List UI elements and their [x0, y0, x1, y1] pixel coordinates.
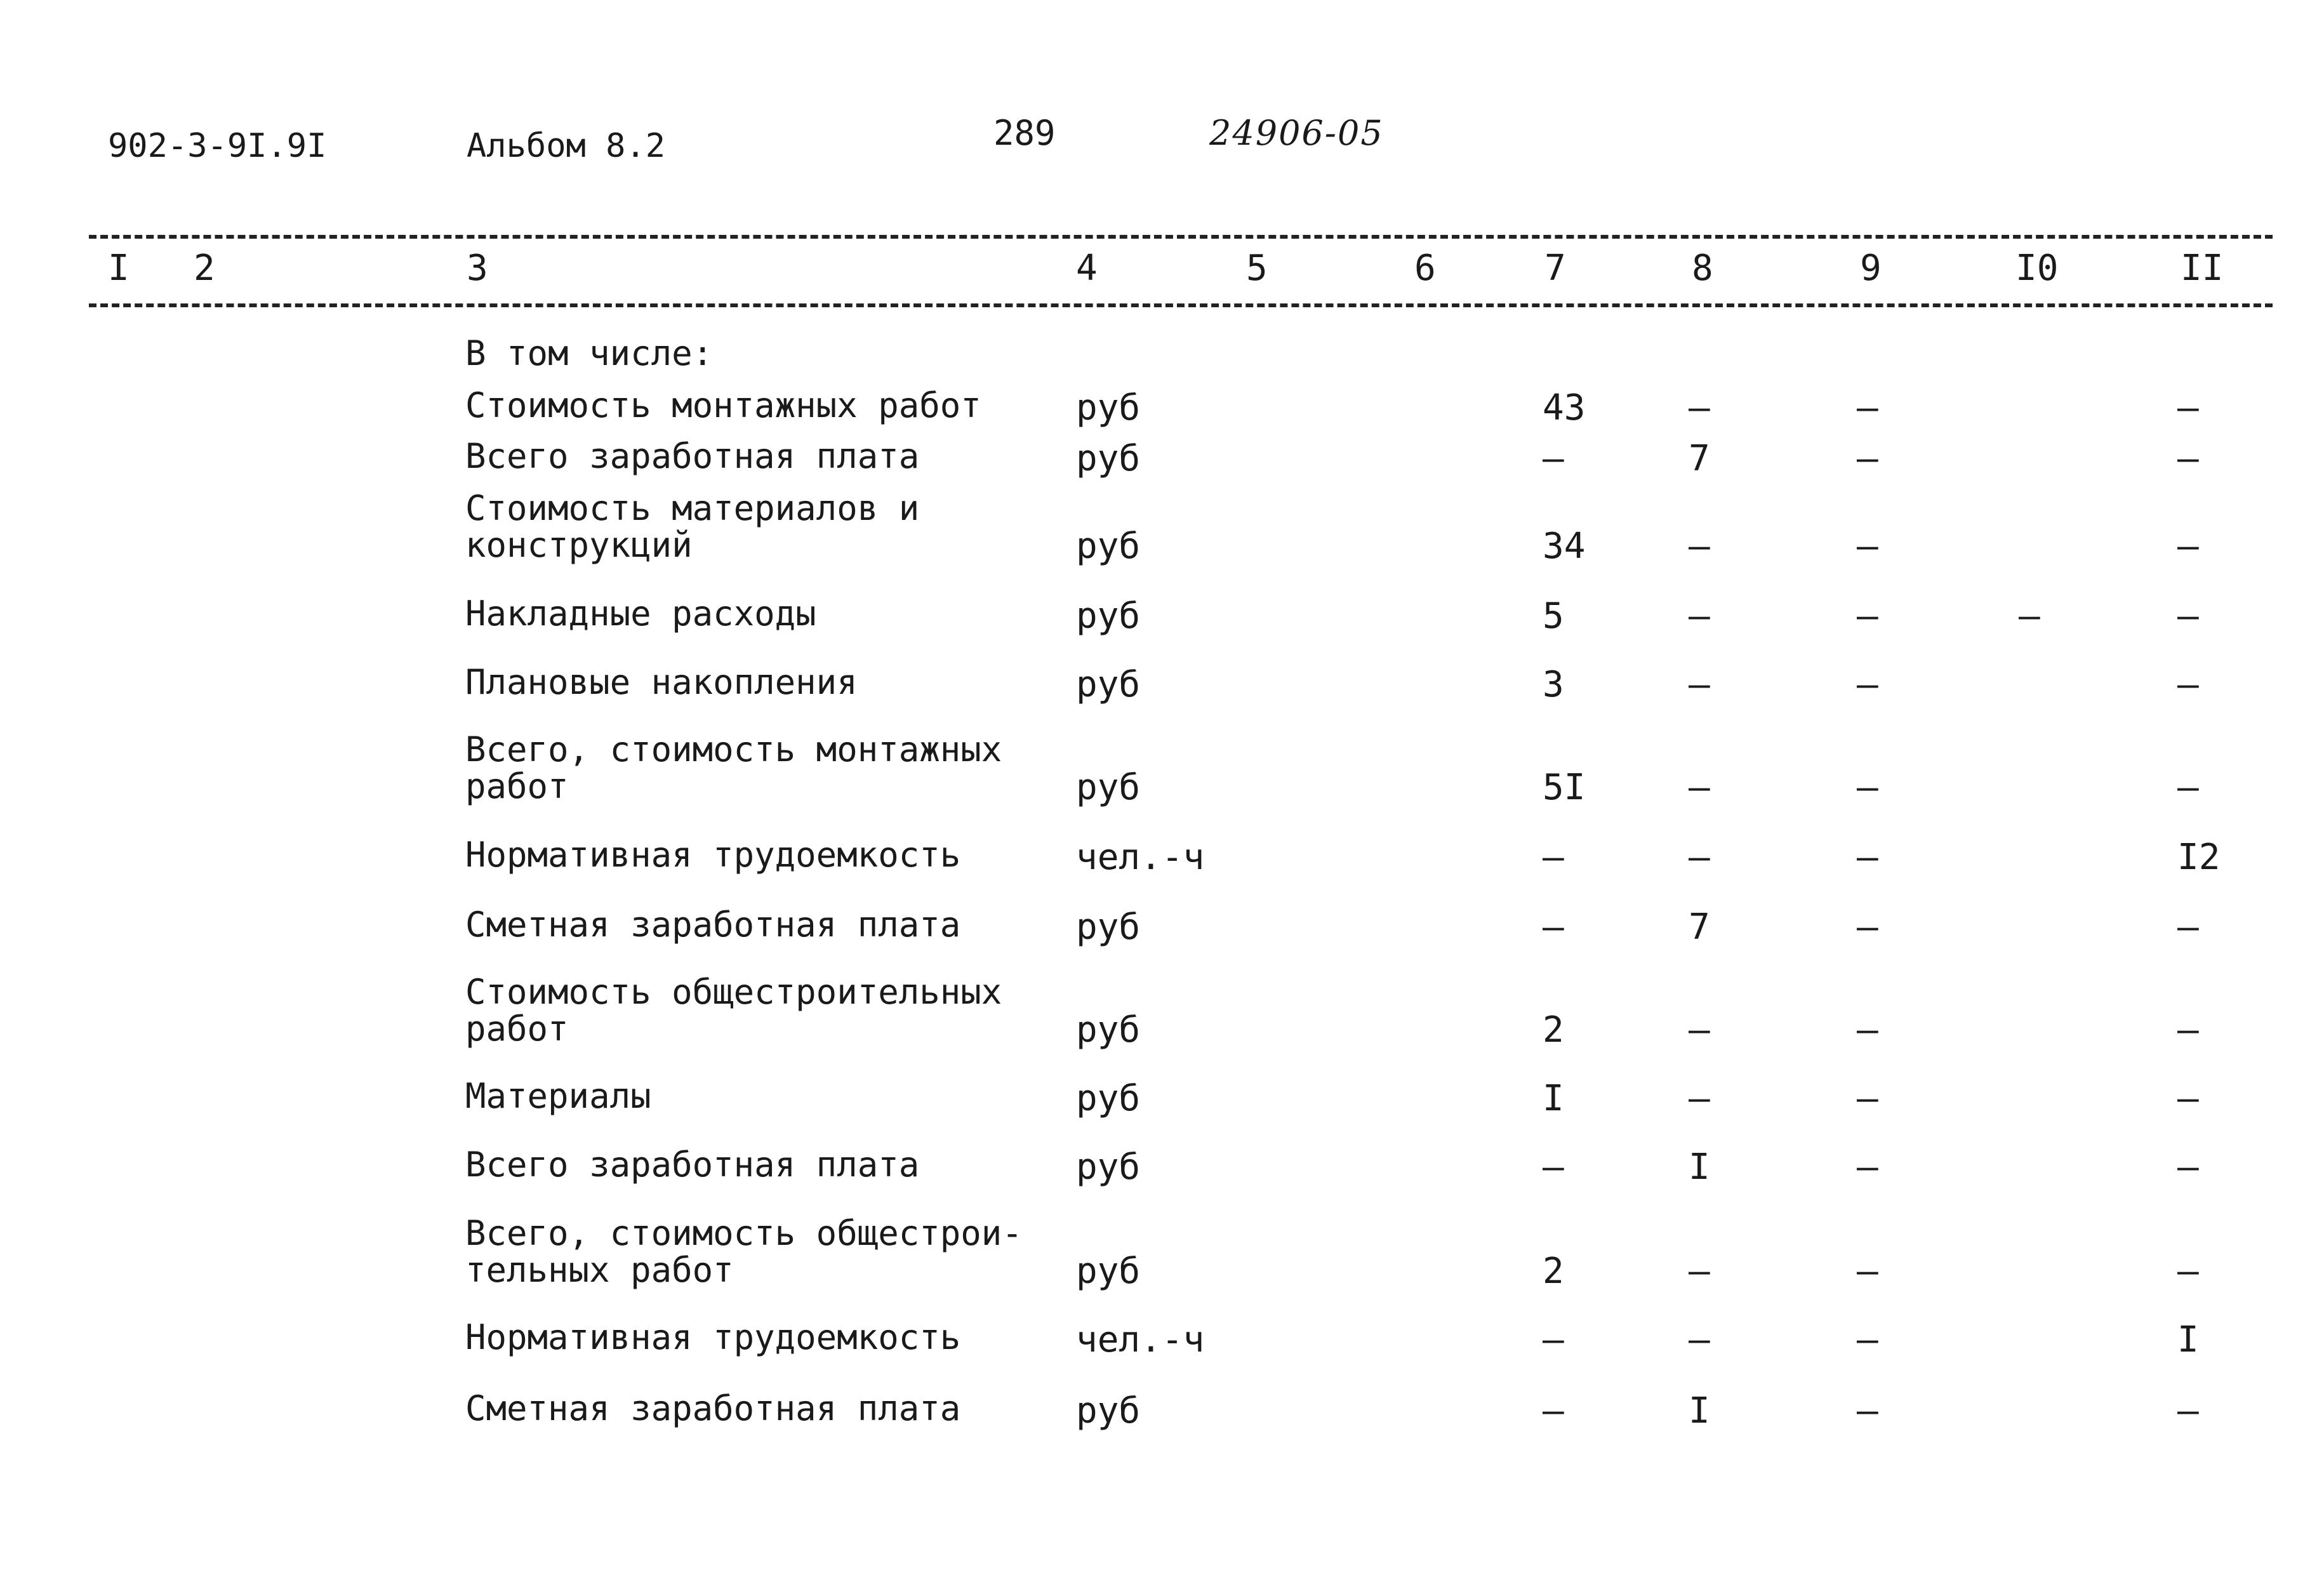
value-cell-11: –	[2177, 1251, 2199, 1292]
value-cell-7: –	[1543, 837, 1564, 878]
page-number: 289	[993, 113, 1056, 153]
value-cell-7: 5I	[1543, 767, 1586, 808]
row-label	[465, 1146, 919, 1183]
unit-cell: руб	[1076, 1078, 1141, 1119]
row-label-line: тельных работ	[465, 1250, 734, 1290]
row-label	[465, 1319, 960, 1356]
value-cell-9: –	[1857, 767, 1878, 808]
row-label	[465, 490, 919, 564]
unit-cell: чел.-ч	[1076, 1319, 1205, 1360]
value-cell-11: –	[2177, 526, 2199, 567]
row-label	[465, 1390, 960, 1427]
row-label-line: Стоимость общестроительных	[465, 972, 1002, 1012]
unit-cell: руб	[1076, 1390, 1141, 1432]
value-cell-10: –	[2019, 595, 2040, 637]
unit-cell: руб	[1076, 526, 1141, 567]
row-label-line: Сметная заработная плата	[465, 905, 961, 945]
value-cell-7: –	[1543, 1390, 1564, 1432]
value-cell-8: –	[1689, 595, 1710, 637]
unit-cell: руб	[1076, 387, 1141, 429]
column-number: 7	[1544, 248, 1566, 289]
value-cell-7: 2	[1543, 1251, 1564, 1292]
value-cell-9: –	[1857, 387, 1878, 429]
value-cell-11: –	[2177, 1009, 2199, 1051]
value-cell-8: –	[1689, 1009, 1710, 1051]
row-label	[465, 837, 960, 874]
row-label-line: работ	[465, 1009, 569, 1049]
row-label-line: работ	[465, 766, 569, 806]
row-label-line: Всего, стоимость общестрои-	[465, 1213, 1023, 1253]
unit-cell: руб	[1076, 1146, 1141, 1188]
value-cell-11: I2	[2177, 837, 2221, 878]
row-label	[465, 907, 960, 943]
value-cell-11: –	[2177, 595, 2199, 637]
value-cell-7: 34	[1543, 526, 1586, 567]
value-cell-9: –	[1857, 664, 1878, 705]
unit-cell: руб	[1076, 767, 1141, 808]
value-cell-8: 7	[1689, 438, 1710, 479]
column-number: 8	[1692, 248, 1713, 289]
value-cell-9: –	[1857, 595, 1878, 637]
row-label	[465, 731, 1002, 805]
header-rule-top	[89, 235, 2273, 239]
value-cell-8: 7	[1689, 907, 1710, 948]
row-label-line: Накладные расходы	[465, 594, 816, 634]
section-title: В том числе:	[465, 333, 714, 373]
value-cell-7: I	[1543, 1078, 1564, 1119]
header-rule-bottom	[89, 303, 2273, 307]
value-cell-8: –	[1689, 526, 1710, 567]
value-cell-9: –	[1857, 438, 1878, 479]
column-number: II	[2181, 248, 2224, 289]
value-cell-11: I	[2177, 1319, 2199, 1360]
value-cell-9: –	[1857, 1146, 1878, 1188]
value-cell-9: –	[1857, 1009, 1878, 1051]
unit-cell: чел.-ч	[1076, 837, 1205, 878]
value-cell-9: –	[1857, 526, 1878, 567]
value-cell-7: 2	[1543, 1009, 1564, 1051]
value-cell-7: 43	[1543, 387, 1586, 429]
value-cell-8: I	[1689, 1390, 1710, 1432]
value-cell-11: –	[2177, 907, 2199, 948]
row-label-line: Стоимость материалов и	[465, 488, 920, 528]
value-cell-8: –	[1689, 1319, 1710, 1360]
value-cell-9: –	[1857, 837, 1878, 878]
row-label	[465, 438, 919, 475]
row-label	[465, 664, 858, 701]
value-cell-8: –	[1689, 664, 1710, 705]
row-label	[465, 595, 816, 632]
column-number: 5	[1246, 248, 1268, 289]
row-label-line: Всего заработная плата	[465, 1145, 920, 1185]
row-label-line: конструкций	[465, 525, 693, 565]
row-label-line: Всего, стоимость монтажных	[465, 729, 1002, 769]
value-cell-11: –	[2177, 1146, 2199, 1188]
value-cell-9: –	[1857, 1390, 1878, 1432]
value-cell-7: –	[1543, 907, 1564, 948]
unit-cell: руб	[1076, 1009, 1141, 1051]
row-label-line: Материалы	[465, 1076, 651, 1116]
row-label	[465, 387, 981, 424]
value-cell-8: –	[1689, 387, 1710, 429]
unit-cell: руб	[1076, 438, 1141, 479]
row-label-line: Плановые накопления	[465, 662, 858, 702]
unit-cell: руб	[1076, 907, 1141, 948]
value-cell-7: –	[1543, 438, 1564, 479]
value-cell-11: –	[2177, 767, 2199, 808]
value-cell-9: –	[1857, 1319, 1878, 1360]
row-label	[465, 1215, 1023, 1289]
column-number: 6	[1414, 248, 1436, 289]
unit-cell: руб	[1076, 664, 1141, 705]
row-label-line: Стоимость монтажных работ	[465, 385, 981, 425]
value-cell-9: –	[1857, 907, 1878, 948]
value-cell-11: –	[2177, 664, 2199, 705]
album-label: Альбом 8.2	[467, 127, 666, 165]
column-number: 4	[1076, 248, 1098, 289]
value-cell-8: –	[1689, 1251, 1710, 1292]
row-label-line: Нормативная трудоемкость	[465, 835, 961, 875]
column-number: 3	[467, 248, 488, 289]
value-cell-9: –	[1857, 1078, 1878, 1119]
unit-cell: руб	[1076, 595, 1141, 637]
row-label-line: Всего заработная плата	[465, 436, 920, 476]
value-cell-9: –	[1857, 1251, 1878, 1292]
value-cell-7: –	[1543, 1146, 1564, 1188]
document-code: 902-3-9I.9I	[108, 127, 327, 165]
value-cell-8: –	[1689, 767, 1710, 808]
value-cell-8: –	[1689, 1078, 1710, 1119]
unit-cell: руб	[1076, 1251, 1141, 1292]
value-cell-7: 3	[1543, 664, 1564, 705]
value-cell-7: –	[1543, 1319, 1564, 1360]
handwritten-code: 24906-05	[1209, 113, 1384, 153]
value-cell-8: I	[1689, 1146, 1710, 1188]
column-number: 2	[194, 248, 215, 289]
value-cell-11: –	[2177, 387, 2199, 429]
value-cell-11: –	[2177, 1390, 2199, 1432]
row-label	[465, 974, 1002, 1047]
column-number: I0	[2015, 248, 2059, 289]
value-cell-7: 5	[1543, 595, 1564, 637]
row-label	[465, 1078, 651, 1115]
value-cell-8: –	[1689, 837, 1710, 878]
column-number: I	[108, 248, 129, 289]
row-label-line: Сметная заработная плата	[465, 1388, 961, 1428]
column-number: 9	[1860, 248, 1882, 289]
row-label-line: Нормативная трудоемкость	[465, 1317, 961, 1357]
value-cell-11: –	[2177, 1078, 2199, 1119]
value-cell-11: –	[2177, 438, 2199, 479]
